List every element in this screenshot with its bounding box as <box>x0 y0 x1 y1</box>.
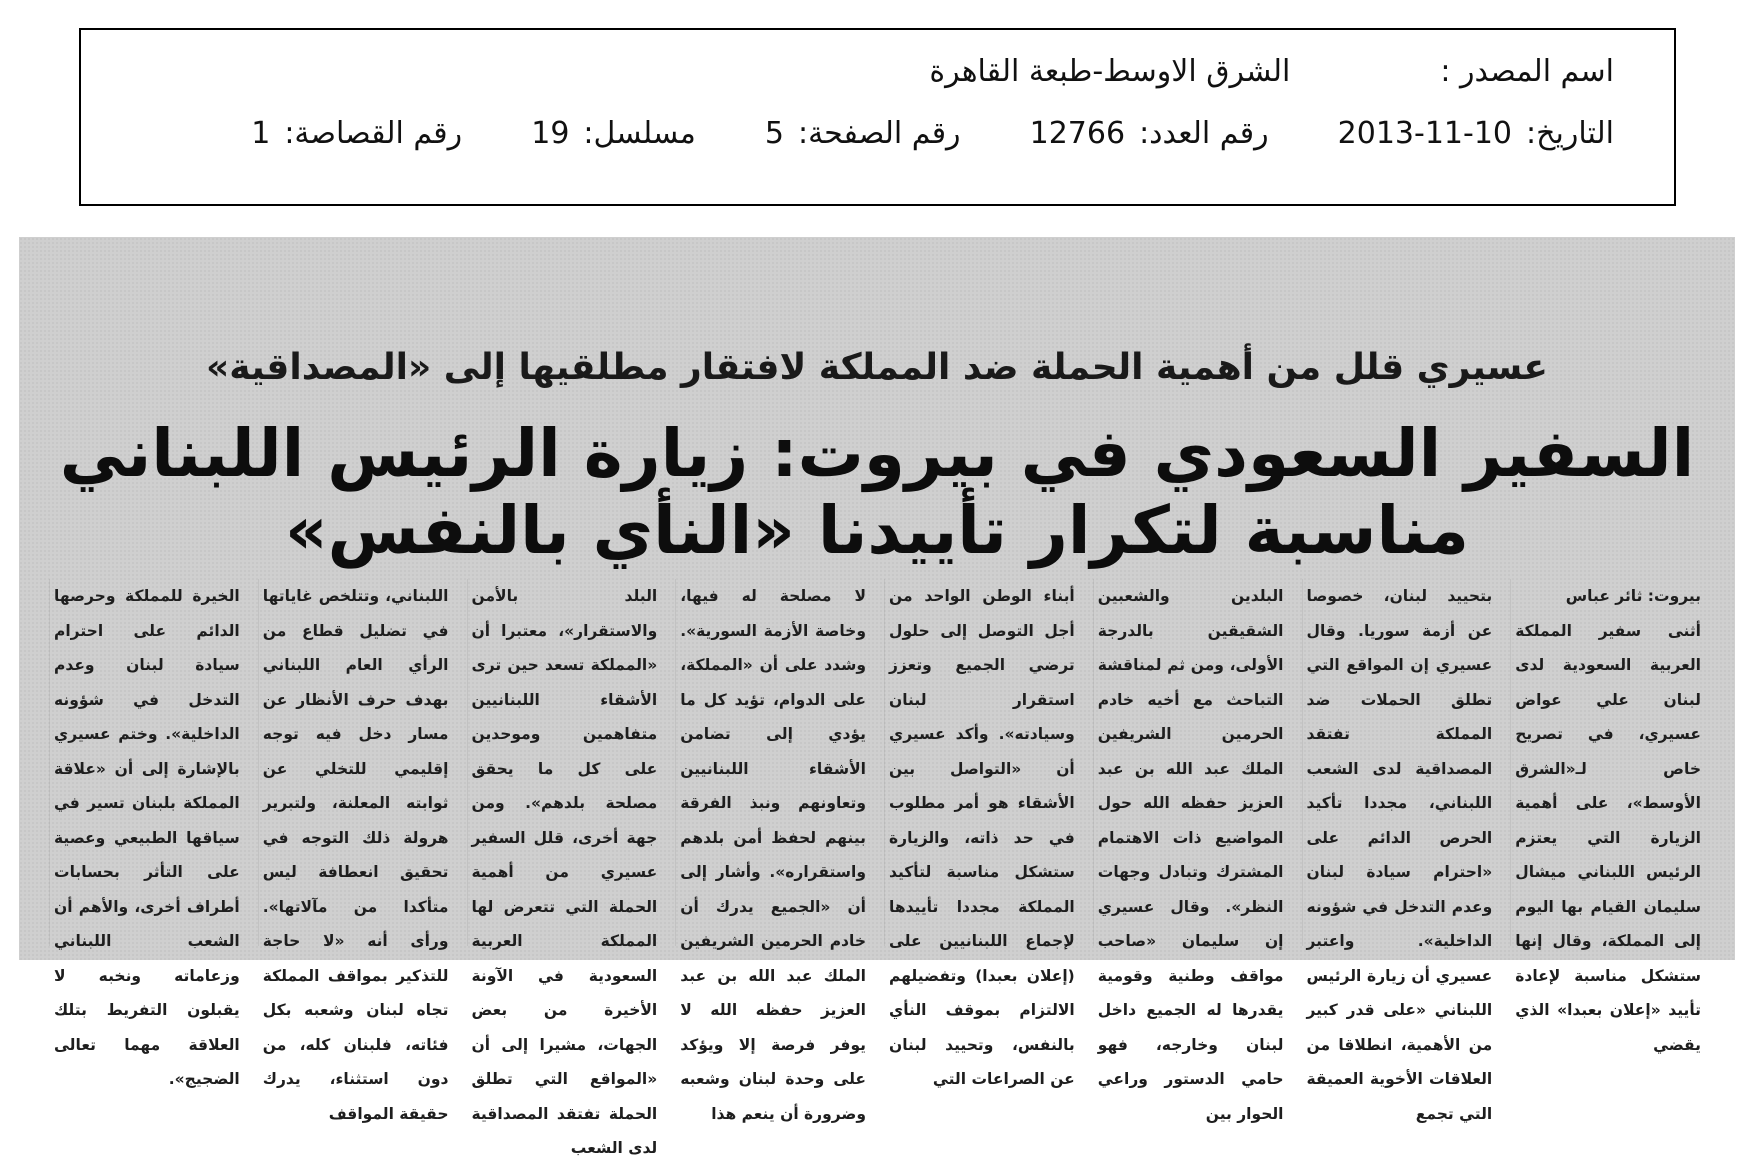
issue-label: رقم العدد: <box>1139 116 1269 151</box>
article-column-8: الخيرة للمملكة وحرصها الدائم على احترام سيادة لبنان وعدم التدخل في شؤونه الداخلية». وختم عسيري بالإشارة إلى أن «علاقة المملكة بلبنان تسير في سياقها الطبيعي وعصية على التأثر بحسابات أطراف أخرى، والأهم أن الشعب اللبناني وزعاماته ونخبه لا يقبلون التفريط بتلك العلاقة مهما تعالى الضجيج». <box>49 579 244 946</box>
date-value: 2013-11-10 <box>1337 116 1513 151</box>
source-label: اسم المصدر : <box>1440 54 1614 89</box>
source-value: الشرق الاوسط-طبعة القاهرة <box>929 54 1291 89</box>
article-column-2: بتحييد لبنان، خصوصا عن أزمة سوريا. وقال عسيري إن المواقع التي تطلق الحملات ضد المملكة تفتقد المصداقية لدى الشعب اللبناني، مجددا تأكيد الحرص الدائم على «احترام سيادة لبنان وعدم التدخل في شؤونه الداخلية». واعتبر عسيري أن زيارة الرئيس اللبناني «على قدر كبير من الأهمية، انطلاقا من العلاقات الأخوية العميقة التي تجمع <box>1302 579 1497 946</box>
article-column-7: اللبناني، وتتلخص غاياتها في تضليل قطاع من الرأي العام اللبناني بهدف حرف الأنظار عن مسار دخل فيه توجه إقليمي للتخلي عن ثوابته المعلنة، ولتبرير هرولة ذلك التوجه في تحقيق انعطافة ليس متأكدا من مآلاتها». ورأى أنه «لا حاجة للتذكير بمواقف المملكة تجاه لبنان وشعبه بكل فئاته، فلبنان كله، من دون استثناء، يدرك حقيقة المواقف <box>258 579 453 946</box>
clip-label: رقم القصاصة: <box>284 116 463 151</box>
serial-label: مسلسل: <box>583 116 696 151</box>
article-column-3: البلدين والشعبين الشقيقين بالدرجة الأولى، ومن ثم لمناقشة التباحث مع أخيه خادم الحرمين الشريفين الملك عبد الله بن عبد العزيز حفظه الله حول المواضيع ذات الاهتمام المشترك وتبادل وجهات النظر». وقال عسيري إن سليمان «صاحب مواقف وطنية وقومية يقدرها له الجميع داخل لبنان وخارجه، فهو حامي الدستور وراعي الحوار بين <box>1093 579 1288 946</box>
source-info-box <box>79 28 1676 206</box>
article-column-6: البلد بالأمن والاستقرار»، معتبرا أن «المملكة تسعد حين ترى الأشقاء اللبنانيين متفاهمين وموحدين على كل ما يحقق مصلحة بلدهم». ومن جهة أخرى، قلل السفير عسيري من أهمية الحملة التي تتعرض لها المملكة العربية السعودية في الآونة الأخيرة من بعض الجهات، مشيرا إلى أن «المواقع التي تطلق الحملة تفتقد المصداقية لدى الشعب <box>467 579 662 946</box>
clip-value: 1 <box>251 116 271 151</box>
serial-value: 19 <box>531 116 570 151</box>
date-label: التاريخ: <box>1526 116 1614 151</box>
meta-row <box>251 114 1614 154</box>
article-column-1: بيروت: ثائر عباس أثنى سفير المملكة العربية السعودية لدى لبنان علي عواض عسيري، في تصريح خاص لـ«الشرق الأوسط»، على أهمية الزيارة التي يعتزم الرئيس اللبناني ميشال سليمان القيام بها اليوم إلى المملكة، وقال إنها ستشكل مناسبة لإعادة تأييد «إعلان بعبدا» الذي يقضي <box>1510 579 1705 946</box>
article-column-5: لا مصلحة له فيها، وخاصة الأزمة السورية». وشدد على أن «المملكة، على الدوام، تؤيد كل ما يؤدي إلى تضامن الأشقاء اللبنانيين وتعاونهم ونبذ الفرقة بينهم لحفظ أمن بلدهم واستقراره». وأشار إلى أن «الجميع يدرك أن خادم الحرمين الشريفين الملك عبد الله بن عبد العزيز حفظه الله لا يوفر فرصة إلا ويؤكد على وحدة لبنان وشعبه وضرورة أن ينعم هذا <box>675 579 870 946</box>
newspaper-clipping <box>19 237 1735 1157</box>
source-row <box>929 52 1614 92</box>
page-value: 5 <box>764 116 784 151</box>
page-label: رقم الصفحة: <box>797 116 961 151</box>
article-headline: السفير السعودي في بيروت: زيارة الرئيس اللبناني مناسبة لتكرار تأييدنا «النأي بالنفس» <box>59 415 1695 569</box>
article-columns <box>49 579 1705 1157</box>
issue-value: 12766 <box>1029 116 1126 151</box>
article-column-4: أبناء الوطن الواحد من أجل التوصل إلى حلول ترضي الجميع وتعزز استقرار لبنان وسيادته». وأكد عسيري أن «التواصل بين الأشقاء هو أمر مطلوب في حد ذاته، والزيارة ستشكل مناسبة لتأكيد المملكة مجددا تأييدها لإجماع اللبنانيين على (إعلان بعبدا) وتفضيلهم الالتزام بموقف النأي بالنفس، وتحييد لبنان عن الصراعات التي <box>884 579 1079 946</box>
article-subtitle: عسيري قلل من أهمية الحملة ضد المملكة لافتقار مطلقيها إلى «المصداقية» <box>206 347 1548 388</box>
